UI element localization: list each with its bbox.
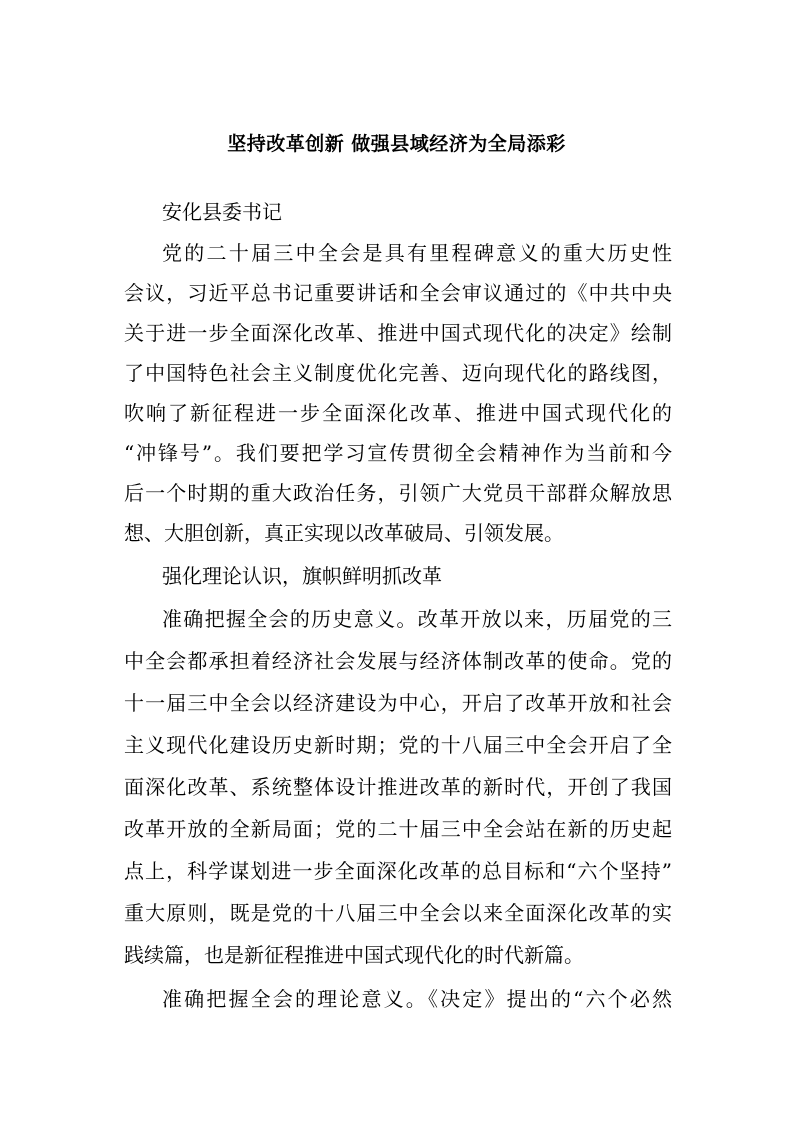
paragraph-line: 想、大胆创新，真正实现以改革破局、引领发展。 xyxy=(124,521,564,545)
paragraph-line: 吹响了新征程进一步全面深化改革、推进中国式现代化的 xyxy=(124,401,672,425)
document-title: 坚持改革创新 做强县域经济为全局添彩 xyxy=(227,133,566,155)
paragraph-line: “冲锋号”。我们要把学习宣传贯彻全会精神作为当前和今 xyxy=(124,441,672,465)
paragraph-line: 面深化改革、系统整体设计推进改革的新时代，开创了我国 xyxy=(124,775,672,799)
section-heading: 强化理论认识，旗帜鲜明抓改革 xyxy=(162,564,442,588)
paragraph-line: 关于进一步全面深化改革、推进中国式现代化的决定》绘制 xyxy=(124,321,672,345)
paragraph-line: 准确把握全会的理论意义。《决定》提出的“六个必然 xyxy=(162,987,672,1011)
paragraph-line: 中全会都承担着经济社会发展与经济体制改革的使命。党的 xyxy=(124,649,672,673)
paragraph-line: 点上，科学谋划进一步全面深化改革的总目标和“六个坚持” xyxy=(124,859,672,883)
paragraph-line: 后一个时期的重大政治任务，引领广大党员干部群众解放思 xyxy=(124,481,672,505)
paragraph-line: 改革开放的全新局面；党的二十届三中全会站在新的历史起 xyxy=(124,817,672,841)
paragraph-line: 重大原则，既是党的十八届三中全会以来全面深化改革的实 xyxy=(124,901,672,925)
paragraph-line: 了中国特色社会主义制度优化完善、迈向现代化的路线图， xyxy=(124,361,672,385)
author-line: 安化县委书记 xyxy=(162,200,282,224)
paragraph-line: 准确把握全会的历史意义。改革开放以来，历届党的三 xyxy=(162,607,672,631)
paragraph-line: 践续篇，也是新征程推进中国式现代化的时代新篇。 xyxy=(124,943,584,967)
paragraph-line: 会议，习近平总书记重要讲话和全会审议通过的《中共中央 xyxy=(124,281,672,305)
paragraph-line: 党的二十届三中全会是具有里程碑意义的重大历史性 xyxy=(162,241,672,265)
paragraph-line: 十一届三中全会以经济建设为中心，开启了改革开放和社会 xyxy=(124,691,672,715)
paragraph-line: 主义现代化建设历史新时期；党的十八届三中全会开启了全 xyxy=(124,733,672,757)
